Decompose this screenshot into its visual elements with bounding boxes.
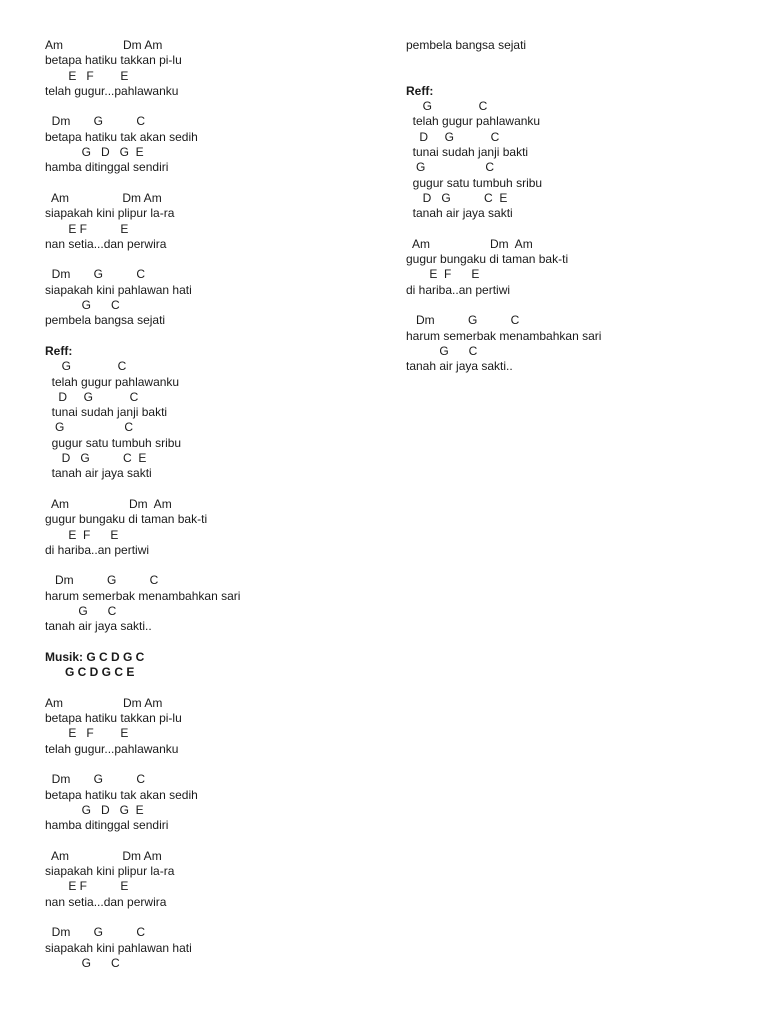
chord-line: E F E (45, 221, 129, 236)
chord-line: Am Dm Am (45, 695, 163, 710)
section-heading: Reff: (45, 343, 73, 358)
chord-line: E F E (45, 879, 129, 894)
chord-line: E F E (45, 726, 129, 741)
lyric-line: di hariba..an pertiwi (406, 282, 511, 297)
lyric-line: harum semerbak menambahkan sari (406, 328, 602, 343)
lyric-line: gugur bungaku di taman bak-ti (45, 512, 208, 527)
chord-line: G C (45, 955, 120, 970)
left-column (45, 38, 385, 971)
blank-line (45, 680, 385, 695)
chord-line: G C (45, 420, 134, 435)
lyric-line: betapa hatiku tak akan sedih (45, 787, 198, 802)
chord-line: D G C (406, 129, 500, 144)
blank-line (45, 910, 385, 925)
lyric-line: hamba ditinggal sendiri (45, 160, 169, 175)
lyric-line: gugur satu tumbuh sribu (406, 175, 543, 190)
blank-line (45, 252, 385, 267)
lyric-line: di hariba..an pertiwi (45, 542, 150, 557)
lyric-line: betapa hatiku takkan pi-lu (45, 711, 182, 726)
blank-line (406, 298, 746, 313)
lyric-line: tunai sudah janji bakti (45, 405, 168, 420)
lyric-line: tanah air jaya sakti (406, 206, 513, 221)
blank-line (45, 99, 385, 114)
lyric-line: telah gugur pahlawanku (406, 114, 541, 129)
chord-line: Dm G C (45, 925, 146, 940)
section-heading: Reff: (406, 83, 434, 98)
blank-line (45, 558, 385, 573)
lyric-line: hamba ditinggal sendiri (45, 818, 169, 833)
lyric-line: siapakah kini pahlawan hati (45, 940, 192, 955)
chord-line: G C (406, 160, 495, 175)
chord-line: Dm G C (45, 573, 159, 588)
chord-line: G C (406, 99, 488, 114)
lyric-line: tunai sudah janji bakti (406, 145, 529, 160)
lyric-line: tanah air jaya sakti.. (45, 619, 152, 634)
lyric-line: gugur satu tumbuh sribu (45, 435, 182, 450)
chord-line: G C (45, 359, 127, 374)
section-heading: Musik: G C D G C (45, 649, 145, 664)
section-heading: G C D G C E (45, 665, 135, 680)
blank-line (406, 222, 746, 237)
blank-line (45, 176, 385, 191)
lyric-line: tanah air jaya sakti (45, 466, 152, 481)
chord-line: Am Dm Am (406, 236, 533, 251)
chord-line: D G C (45, 389, 139, 404)
blank-line (45, 635, 385, 650)
right-column (406, 38, 746, 375)
chord-line: Dm G C (45, 267, 146, 282)
lyric-line: gugur bungaku di taman bak-ti (406, 252, 569, 267)
chord-line: E F E (45, 527, 119, 542)
chord-line: D G C E (45, 451, 147, 466)
chord-line: Am Dm Am (45, 190, 162, 205)
blank-line (45, 833, 385, 848)
lyric-line: pembela bangsa sejati (45, 313, 166, 328)
lyric-line: telah gugur pahlawanku (45, 374, 180, 389)
blank-line (45, 329, 385, 344)
blank-line (406, 69, 746, 84)
chord-line: Am Dm Am (45, 496, 172, 511)
lyric-line: siapakah kini plipur la-ra (45, 864, 175, 879)
blank-line (45, 757, 385, 772)
lyric-line: betapa hatiku tak akan sedih (45, 129, 198, 144)
chord-line: G C (406, 343, 478, 358)
chord-line: E F E (45, 68, 129, 83)
blank-line (406, 53, 746, 68)
chord-line: D G C E (406, 190, 508, 205)
lyric-line: pembela bangsa sejati (406, 38, 527, 52)
chord-line: E F E (406, 267, 480, 282)
lyric-line: nan setia...dan perwira (45, 236, 167, 251)
lyric-line: nan setia...dan perwira (45, 894, 167, 909)
lyric-line: harum semerbak menambahkan sari (45, 588, 241, 603)
lyric-line: betapa hatiku takkan pi-lu (45, 53, 182, 68)
blank-line (45, 482, 385, 497)
chord-line: Dm G C (45, 114, 146, 129)
chord-line: G C (45, 603, 117, 618)
lyric-line: siapakah kini plipur la-ra (45, 206, 175, 221)
chord-line: G D G E (45, 802, 144, 817)
chord-line: G C (45, 298, 120, 313)
chord-line: Dm G C (406, 313, 520, 328)
chord-line: Am Dm Am (45, 38, 163, 52)
chord-line: Dm G C (45, 772, 146, 787)
lyric-line: telah gugur...pahlawanku (45, 83, 179, 98)
lyric-line: siapakah kini pahlawan hati (45, 282, 192, 297)
chord-line: G D G E (45, 145, 144, 160)
lyric-line: telah gugur...pahlawanku (45, 741, 179, 756)
lyric-line: tanah air jaya sakti.. (406, 359, 513, 374)
chord-line: Am Dm Am (45, 848, 162, 863)
